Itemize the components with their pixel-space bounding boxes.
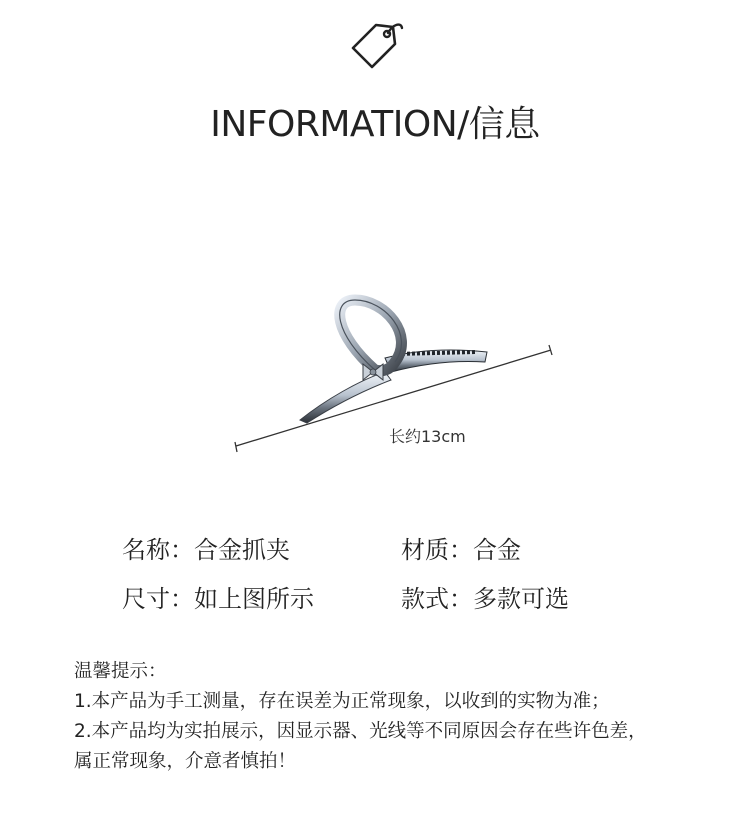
notes-section xyxy=(74,657,647,777)
notes-line-3: 属正常现象，介意者慎拍！ xyxy=(74,751,297,772)
price-tag-icon xyxy=(343,14,407,78)
notes-line-2: 2.本产品均为实拍展示，因显示器、光线等不同原因会存在些许色差， xyxy=(74,721,647,742)
spec-name: 名称：合金抓夹 xyxy=(122,536,290,564)
spec-size: 尺寸：如上图所示 xyxy=(122,585,314,613)
notes-heading: 温馨提示： xyxy=(74,661,167,682)
dimension-label: 长约13cm xyxy=(389,427,466,446)
spec-style: 款式：多款可选 xyxy=(401,585,569,613)
page-title: INFORMATION/信息 xyxy=(210,104,540,145)
spec-material: 材质：合金 xyxy=(401,536,521,564)
notes-line-1: 1.本产品为手工测量，存在误差为正常现象，以收到的实物为准； xyxy=(74,691,610,712)
